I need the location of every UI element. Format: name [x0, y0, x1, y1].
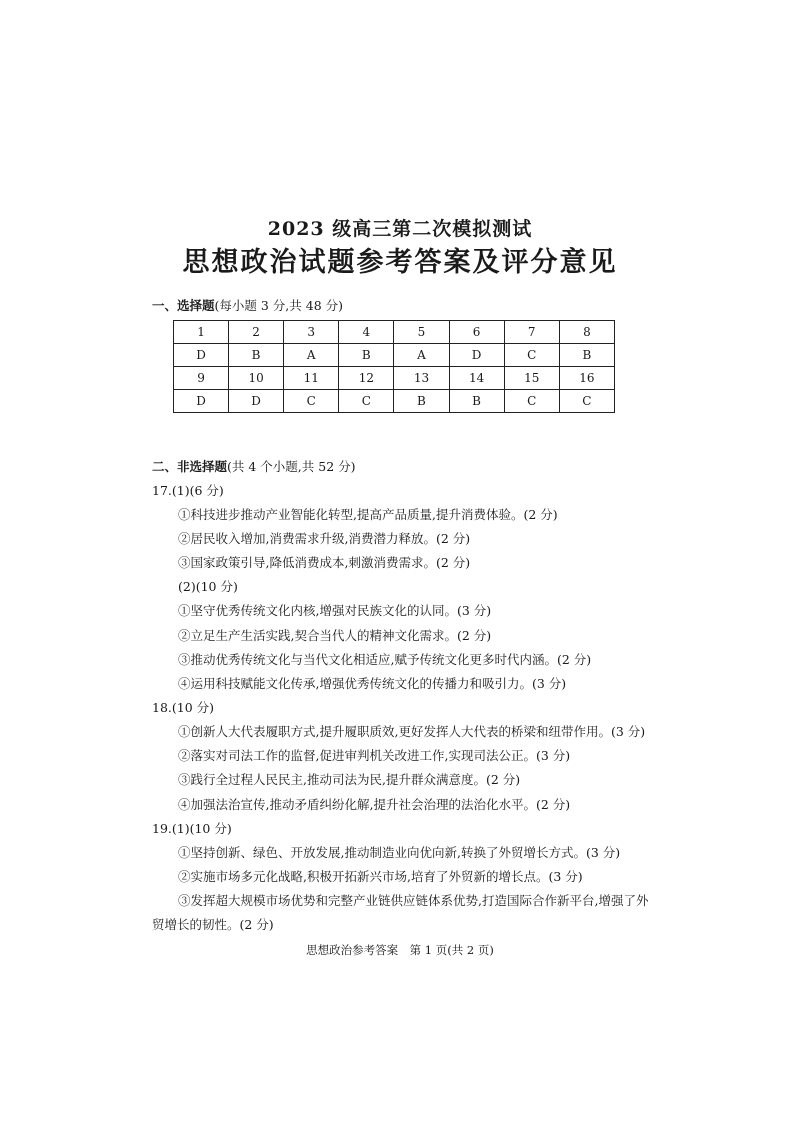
table-cell: D [449, 344, 504, 367]
table-cell: 10 [229, 367, 284, 390]
table-cell: C [284, 390, 339, 413]
q17-part2-point-1: ①坚守优秀传统文化内核,增强对民族文化的认同。(3 分) [178, 603, 492, 618]
table-cell: B [394, 390, 449, 413]
table-cell: A [284, 344, 339, 367]
section-1-label: 一、选择题 [152, 298, 215, 313]
table-row [174, 367, 615, 390]
table-cell: B [229, 344, 284, 367]
q18-heading: 18.(10 分) [152, 700, 215, 715]
table-cell: C [504, 344, 559, 367]
table-cell: B [339, 344, 394, 367]
table-cell: 13 [394, 367, 449, 390]
table-cell: 15 [504, 367, 559, 390]
section-2-label: 二、非选择题 [152, 459, 228, 474]
section-1-note: (每小题 3 分,共 48 分) [214, 298, 343, 313]
table-cell: 14 [449, 367, 504, 390]
q17-heading: 17.(1)(6 分) [152, 483, 224, 498]
table-cell: 6 [449, 321, 504, 344]
q17-part2-point-3: ③推动优秀传统文化与当代文化相适应,赋予传统文化更多时代内涵。(2 分) [178, 652, 592, 667]
exam-title: 2023 级高三第二次模拟测试 [267, 218, 533, 240]
section-1-heading [152, 296, 343, 314]
multiple-choice-answer-table [173, 320, 615, 413]
table-cell: 1 [174, 321, 229, 344]
page-footer: 思想政治参考答案 第 1 页(共 2 页) [306, 943, 494, 957]
q19-point-3-continued: 贸增长的韧性。(2 分) [152, 917, 274, 932]
table-row [174, 390, 615, 413]
table-cell: 3 [284, 321, 339, 344]
table-cell: B [559, 344, 614, 367]
q17-part1-point-1: ①科技进步推动产业智能化转型,提高产品质量,提升消费体验。(2 分) [178, 507, 558, 522]
section-2-heading [152, 457, 356, 475]
table-row [174, 344, 615, 367]
q18-point-4: ④加强法治宣传,推动矛盾纠纷化解,提升社会治理的法治化水平。(2 分) [178, 797, 571, 812]
q19-point-3: ③发挥超大规模市场优势和完整产业链供应链体系优势,打造国际合作新平台,增强了外 [178, 893, 649, 908]
q19-point-1: ①坚持创新、绿色、开放发展,推动制造业向优向新,转换了外贸增长方式。(3 分) [178, 845, 621, 860]
table-cell: 4 [339, 321, 394, 344]
table-cell: A [394, 344, 449, 367]
table-cell: C [504, 390, 559, 413]
q19-point-2: ②实施市场多元化战略,积极开拓新兴市场,培育了外贸新的增长点。(3 分) [178, 869, 583, 884]
table-cell: D [229, 390, 284, 413]
table-cell: 9 [174, 367, 229, 390]
table-row [174, 321, 615, 344]
table-cell: C [339, 390, 394, 413]
q19-heading: 19.(1)(10 分) [152, 821, 232, 836]
table-cell: 11 [284, 367, 339, 390]
q17-part1-point-3: ③国家政策引导,降低消费成本,刺激消费需求。(2 分) [178, 555, 471, 570]
exam-subtitle: 思想政治试题参考答案及评分意见 [182, 247, 618, 278]
table-cell: B [449, 390, 504, 413]
table-cell: 5 [394, 321, 449, 344]
table-cell: 7 [504, 321, 559, 344]
q18-point-2: ②落实对司法工作的监督,促进审判机关改进工作,实现司法公正。(3 分) [178, 748, 571, 763]
table-cell: D [174, 344, 229, 367]
table-cell: 12 [339, 367, 394, 390]
q17-part2-heading: (2)(10 分) [178, 579, 238, 594]
q18-point-1: ①创新人大代表履职方式,提升履职质效,更好发挥人大代表的桥梁和纽带作用。(3 分) [178, 724, 646, 739]
table-cell: 2 [229, 321, 284, 344]
q18-point-3: ③践行全过程人民民主,推动司法为民,提升群众满意度。(2 分) [178, 772, 521, 787]
q17-part2-point-4: ④运用科技赋能文化传承,增强优秀传统文化的传播力和吸引力。(3 分) [178, 676, 567, 691]
q17-part1-point-2: ②居民收入增加,消费需求升级,消费潜力释放。(2 分) [178, 531, 471, 546]
table-cell: 8 [559, 321, 614, 344]
table-cell: 16 [559, 367, 614, 390]
table-cell: D [174, 390, 229, 413]
section-2-note: (共 4 个小题,共 52 分) [227, 459, 356, 474]
q17-part2-point-2: ②立足生产生活实践,契合当代人的精神文化需求。(2 分) [178, 628, 492, 643]
table-cell: C [559, 390, 614, 413]
